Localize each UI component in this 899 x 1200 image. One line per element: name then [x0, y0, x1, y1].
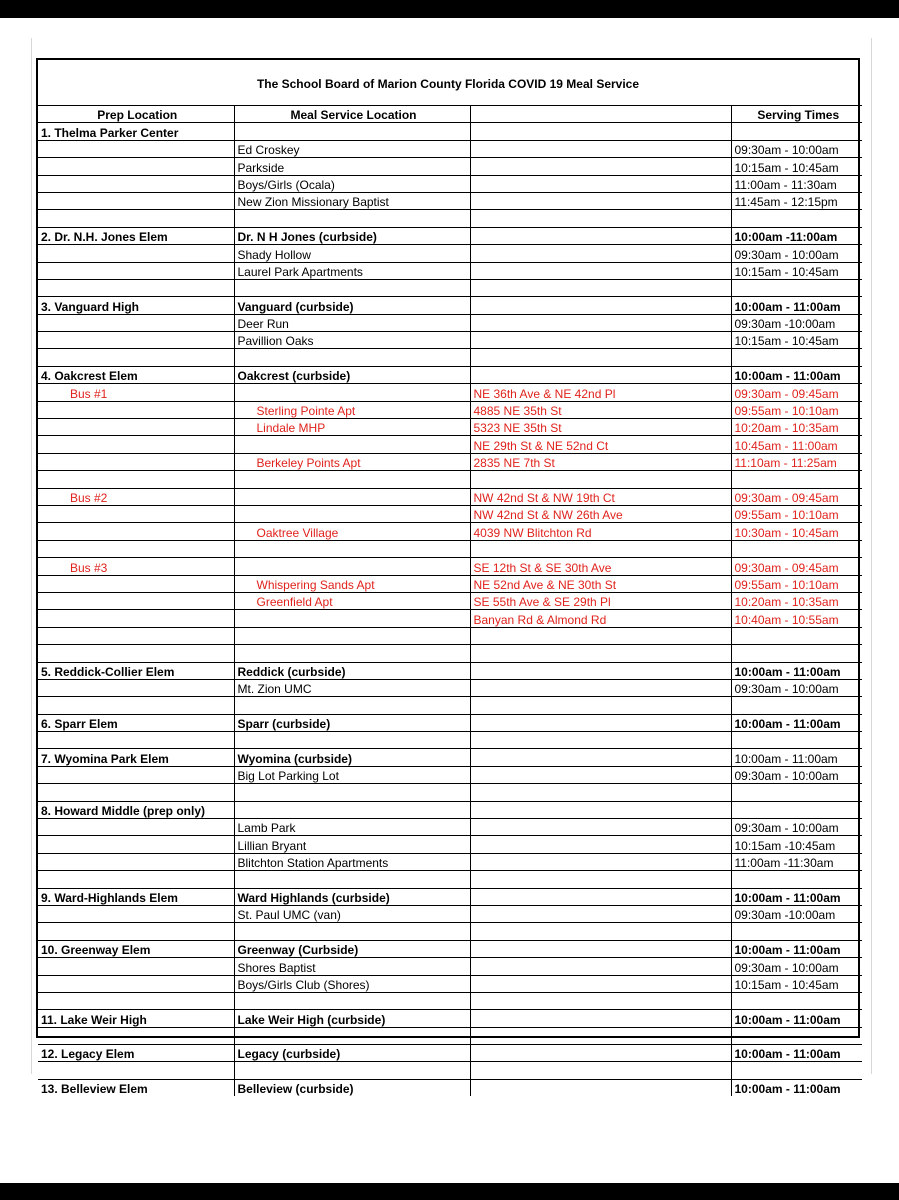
- serving-time-cell: [731, 349, 862, 366]
- prep-location-cell: [38, 140, 234, 157]
- meal-service-location-cell: [234, 627, 470, 644]
- prep-location-cell: [38, 453, 234, 470]
- meal-service-location-cell: [234, 123, 470, 140]
- prep-location-cell: 4. Oakcrest Elem: [38, 366, 234, 383]
- serving-time-cell: [731, 697, 862, 714]
- serving-time-cell: 09:30am - 09:45am: [731, 384, 862, 401]
- table-row: [38, 905, 862, 922]
- meal-service-location-cell: Sparr (curbside): [234, 714, 470, 731]
- address-cell: [470, 697, 731, 714]
- meal-service-location-cell: Sterling Pointe Apt: [234, 401, 470, 418]
- serving-time-cell: 10:40am - 10:55am: [731, 610, 862, 627]
- serving-time-cell: 11:45am - 12:15pm: [731, 192, 862, 209]
- prep-location-cell: [38, 540, 234, 557]
- prep-location-cell: [38, 1027, 234, 1044]
- meal-service-location-cell: Legacy (curbside): [234, 1045, 470, 1062]
- prep-location-cell: 6. Sparr Elem: [38, 714, 234, 731]
- serving-time-cell: 10:30am - 10:45am: [731, 523, 862, 540]
- serving-time-cell: [731, 923, 862, 940]
- address-cell: [470, 836, 731, 853]
- prep-location-cell: [38, 679, 234, 696]
- table-row: [38, 784, 862, 801]
- meal-service-location-cell: [234, 610, 470, 627]
- serving-time-cell: [731, 784, 862, 801]
- address-cell: NW 42nd St & NW 19th Ct: [470, 488, 731, 505]
- meal-service-location-cell: Greenway (Curbside): [234, 940, 470, 957]
- prep-location-cell: 7. Wyomina Park Elem: [38, 749, 234, 766]
- table-row: [38, 523, 862, 540]
- prep-location-cell: Bus #1: [38, 384, 234, 401]
- prep-location-cell: [38, 471, 234, 488]
- table-row: [38, 940, 862, 957]
- table-row: [38, 958, 862, 975]
- table-row: [38, 227, 862, 244]
- prep-location-cell: [38, 279, 234, 296]
- header-prep-location: Prep Location: [38, 106, 234, 123]
- prep-location-cell: [38, 958, 234, 975]
- meal-service-sheet: [36, 58, 860, 1097]
- header-serving-times: Serving Times: [731, 106, 862, 123]
- meal-service-location-cell: [234, 488, 470, 505]
- serving-time-cell: [731, 1027, 862, 1044]
- table-row: [38, 732, 862, 749]
- meal-service-location-cell: [234, 540, 470, 557]
- prep-location-cell: [38, 610, 234, 627]
- table-row: [38, 158, 862, 175]
- address-cell: [470, 784, 731, 801]
- address-cell: [470, 158, 731, 175]
- meal-service-location-cell: Vanguard (curbside): [234, 297, 470, 314]
- meal-service-location-cell: Berkeley Points Apt: [234, 453, 470, 470]
- table-row: [38, 505, 862, 522]
- prep-location-cell: [38, 697, 234, 714]
- table-row: [38, 1010, 862, 1027]
- address-cell: [470, 871, 731, 888]
- address-cell: [470, 1062, 731, 1079]
- serving-time-cell: 09:30am -10:00am: [731, 905, 862, 922]
- right-page-edge: [871, 38, 872, 1074]
- meal-service-location-cell: Reddick (curbside): [234, 662, 470, 679]
- header-address: [470, 106, 731, 123]
- prep-location-cell: [38, 210, 234, 227]
- meal-service-location-cell: Mt. Zion UMC: [234, 679, 470, 696]
- meal-service-location-cell: Oakcrest (curbside): [234, 366, 470, 383]
- prep-location-cell: 9. Ward-Highlands Elem: [38, 888, 234, 905]
- serving-time-cell: 10:15am - 10:45am: [731, 262, 862, 279]
- address-cell: [470, 227, 731, 244]
- meal-service-location-cell: [234, 732, 470, 749]
- table-row: [38, 471, 862, 488]
- serving-time-cell: [731, 1062, 862, 1079]
- table-row: [38, 888, 862, 905]
- table-row: [38, 210, 862, 227]
- prep-location-cell: Bus #3: [38, 558, 234, 575]
- address-cell: 4885 NE 35th St: [470, 401, 731, 418]
- meal-service-location-cell: [234, 505, 470, 522]
- meal-service-location-cell: St. Paul UMC (van): [234, 905, 470, 922]
- table-row: [38, 262, 862, 279]
- meal-service-location-cell: Ed Croskey: [234, 140, 470, 157]
- prep-location-cell: [38, 819, 234, 836]
- prep-location-cell: [38, 245, 234, 262]
- address-cell: [470, 1045, 731, 1062]
- prep-location-cell: [38, 853, 234, 870]
- address-cell: [470, 958, 731, 975]
- address-cell: [470, 801, 731, 818]
- address-cell: [470, 975, 731, 992]
- meal-service-location-cell: [234, 697, 470, 714]
- address-cell: [470, 332, 731, 349]
- table-row: [38, 679, 862, 696]
- address-cell: [470, 210, 731, 227]
- serving-time-cell: 09:30am - 09:45am: [731, 488, 862, 505]
- serving-time-cell: 10:45am - 11:00am: [731, 436, 862, 453]
- prep-location-cell: [38, 332, 234, 349]
- serving-time-cell: 10:00am - 11:00am: [731, 1045, 862, 1062]
- table-row: [38, 801, 862, 818]
- meal-service-location-cell: Whispering Sands Apt: [234, 575, 470, 592]
- serving-time-cell: 11:00am -11:30am: [731, 853, 862, 870]
- serving-time-cell: 09:30am - 10:00am: [731, 958, 862, 975]
- address-cell: [470, 732, 731, 749]
- serving-time-cell: 09:30am - 10:00am: [731, 766, 862, 783]
- prep-location-cell: [38, 766, 234, 783]
- address-cell: [470, 366, 731, 383]
- serving-time-cell: [731, 279, 862, 296]
- address-cell: [470, 279, 731, 296]
- header-row: [38, 106, 862, 123]
- serving-time-cell: 10:15am -10:45am: [731, 836, 862, 853]
- serving-time-cell: [731, 645, 862, 662]
- prep-location-cell: [38, 419, 234, 436]
- table-row: [38, 436, 862, 453]
- meal-service-location-cell: Greenfield Apt: [234, 592, 470, 609]
- serving-time-cell: 10:00am - 11:00am: [731, 714, 862, 731]
- table-row: [38, 384, 862, 401]
- serving-time-cell: [731, 992, 862, 1009]
- meal-service-location-cell: [234, 210, 470, 227]
- meal-service-location-cell: Shores Baptist: [234, 958, 470, 975]
- serving-time-cell: [731, 801, 862, 818]
- serving-time-cell: 09:30am - 10:00am: [731, 679, 862, 696]
- table-row: [38, 575, 862, 592]
- serving-time-cell: 10:00am - 11:00am: [731, 749, 862, 766]
- meal-service-location-cell: Laurel Park Apartments: [234, 262, 470, 279]
- prep-location-cell: [38, 992, 234, 1009]
- meal-service-location-cell: Lillian Bryant: [234, 836, 470, 853]
- address-cell: [470, 123, 731, 140]
- table-row: [38, 975, 862, 992]
- serving-time-cell: [731, 732, 862, 749]
- table-row: [38, 923, 862, 940]
- table-row: [38, 627, 862, 644]
- prep-location-cell: 1. Thelma Parker Center: [38, 123, 234, 140]
- table-row: [38, 540, 862, 557]
- serving-time-cell: [731, 540, 862, 557]
- prep-location-cell: [38, 871, 234, 888]
- address-cell: [470, 314, 731, 331]
- prep-location-cell: [38, 505, 234, 522]
- prep-location-cell: [38, 575, 234, 592]
- address-cell: [470, 1079, 731, 1096]
- serving-time-cell: [731, 471, 862, 488]
- serving-time-cell: 10:00am - 11:00am: [731, 297, 862, 314]
- serving-time-cell: 09:55am - 10:10am: [731, 505, 862, 522]
- address-cell: NE 36th Ave & NE 42nd Pl: [470, 384, 731, 401]
- address-cell: [470, 297, 731, 314]
- left-page-edge: [31, 38, 32, 1074]
- serving-time-cell: 11:10am - 11:25am: [731, 453, 862, 470]
- prep-location-cell: [38, 349, 234, 366]
- address-cell: [470, 749, 731, 766]
- serving-time-cell: 09:30am - 09:45am: [731, 558, 862, 575]
- meal-service-location-cell: [234, 1062, 470, 1079]
- address-cell: [470, 853, 731, 870]
- meal-service-location-cell: Shady Hollow: [234, 245, 470, 262]
- prep-location-cell: 2. Dr. N.H. Jones Elem: [38, 227, 234, 244]
- serving-time-cell: 09:30am - 10:00am: [731, 245, 862, 262]
- address-cell: [470, 175, 731, 192]
- table-row: [38, 332, 862, 349]
- prep-location-cell: [38, 836, 234, 853]
- meal-service-location-cell: Parkside: [234, 158, 470, 175]
- prep-location-cell: [38, 784, 234, 801]
- prep-location-cell: [38, 158, 234, 175]
- meal-service-location-cell: [234, 471, 470, 488]
- prep-location-cell: [38, 905, 234, 922]
- serving-time-cell: [731, 627, 862, 644]
- document-title: The School Board of Marion County Florida COVID 19 Meal Service: [256, 77, 640, 91]
- table-row: [38, 401, 862, 418]
- meal-service-location-cell: Lamb Park: [234, 819, 470, 836]
- prep-location-cell: [38, 975, 234, 992]
- meal-service-location-cell: Pavillion Oaks: [234, 332, 470, 349]
- address-cell: [470, 992, 731, 1009]
- address-cell: [470, 192, 731, 209]
- prep-location-cell: 10. Greenway Elem: [38, 940, 234, 957]
- meal-service-location-cell: Deer Run: [234, 314, 470, 331]
- address-cell: SE 55th Ave & SE 29th Pl: [470, 592, 731, 609]
- serving-time-cell: 10:15am - 10:45am: [731, 332, 862, 349]
- serving-time-cell: 10:00am - 11:00am: [731, 888, 862, 905]
- table-row: [38, 836, 862, 853]
- table-row: [38, 697, 862, 714]
- meal-service-table: [38, 105, 862, 1096]
- table-row: [38, 453, 862, 470]
- prep-location-cell: [38, 523, 234, 540]
- meal-service-location-cell: [234, 436, 470, 453]
- table-row: [38, 662, 862, 679]
- meal-service-location-cell: Lake Weir High (curbside): [234, 1010, 470, 1027]
- address-cell: [470, 645, 731, 662]
- address-cell: [470, 1027, 731, 1044]
- meal-service-location-cell: Lindale MHP: [234, 419, 470, 436]
- table-row: [38, 314, 862, 331]
- meal-service-location-cell: Wyomina (curbside): [234, 749, 470, 766]
- table-row: [38, 245, 862, 262]
- address-cell: [470, 262, 731, 279]
- serving-time-cell: 10:00am - 11:00am: [731, 1010, 862, 1027]
- serving-time-cell: 10:20am - 10:35am: [731, 592, 862, 609]
- address-cell: 2835 NE 7th St: [470, 453, 731, 470]
- address-cell: [470, 1010, 731, 1027]
- prep-location-cell: [38, 192, 234, 209]
- meal-service-location-cell: [234, 558, 470, 575]
- table-row: [38, 175, 862, 192]
- address-cell: NE 52nd Ave & NE 30th St: [470, 575, 731, 592]
- serving-time-cell: [731, 210, 862, 227]
- table-row: [38, 1079, 862, 1096]
- meal-service-location-cell: [234, 1027, 470, 1044]
- meal-service-location-cell: Big Lot Parking Lot: [234, 766, 470, 783]
- serving-time-cell: 09:30am - 10:00am: [731, 819, 862, 836]
- meal-service-location-cell: Ward Highlands (curbside): [234, 888, 470, 905]
- table-row: [38, 1045, 862, 1062]
- meal-service-location-cell: [234, 784, 470, 801]
- address-cell: [470, 540, 731, 557]
- serving-time-cell: 11:00am - 11:30am: [731, 175, 862, 192]
- table-row: [38, 488, 862, 505]
- prep-location-cell: [38, 1062, 234, 1079]
- table-row: [38, 366, 862, 383]
- prep-location-cell: [38, 627, 234, 644]
- table-row: [38, 419, 862, 436]
- prep-location-cell: [38, 592, 234, 609]
- prep-location-cell: 11. Lake Weir High: [38, 1010, 234, 1027]
- table-row: [38, 610, 862, 627]
- meal-service-location-cell: [234, 923, 470, 940]
- address-cell: [470, 140, 731, 157]
- address-cell: [470, 714, 731, 731]
- table-body: [38, 123, 862, 1096]
- serving-time-cell: [731, 871, 862, 888]
- bottom-black-bar: [0, 1183, 899, 1200]
- serving-time-cell: [731, 123, 862, 140]
- prep-location-cell: 8. Howard Middle (prep only): [38, 801, 234, 818]
- serving-time-cell: 10:00am - 11:00am: [731, 662, 862, 679]
- prep-location-cell: [38, 401, 234, 418]
- meal-service-location-cell: [234, 871, 470, 888]
- prep-location-cell: 13. Belleview Elem: [38, 1079, 234, 1096]
- table-row: [38, 819, 862, 836]
- prep-location-cell: [38, 175, 234, 192]
- table-row: [38, 592, 862, 609]
- address-cell: [470, 245, 731, 262]
- table-row: [38, 558, 862, 575]
- address-cell: NW 42nd St & NW 26th Ave: [470, 505, 731, 522]
- table-row: [38, 871, 862, 888]
- address-cell: [470, 923, 731, 940]
- top-black-bar: [0, 0, 899, 18]
- table-row: [38, 992, 862, 1009]
- prep-location-cell: 12. Legacy Elem: [38, 1045, 234, 1062]
- prep-location-cell: Bus #2: [38, 488, 234, 505]
- table-row: [38, 766, 862, 783]
- serving-time-cell: 09:30am - 10:00am: [731, 140, 862, 157]
- address-cell: [470, 888, 731, 905]
- prep-location-cell: [38, 262, 234, 279]
- prep-location-cell: [38, 436, 234, 453]
- meal-service-location-cell: New Zion Missionary Baptist: [234, 192, 470, 209]
- serving-time-cell: 10:00am - 11:00am: [731, 1079, 862, 1096]
- serving-time-cell: 10:20am - 10:35am: [731, 419, 862, 436]
- meal-service-location-cell: [234, 992, 470, 1009]
- address-cell: [470, 679, 731, 696]
- prep-location-cell: 3. Vanguard High: [38, 297, 234, 314]
- prep-location-cell: [38, 732, 234, 749]
- table-row: [38, 1027, 862, 1044]
- address-cell: [470, 905, 731, 922]
- table-row: [38, 279, 862, 296]
- serving-time-cell: 10:00am -11:00am: [731, 227, 862, 244]
- table-row: [38, 192, 862, 209]
- meal-service-location-cell: Belleview (curbside): [234, 1079, 470, 1096]
- meal-service-location-cell: [234, 801, 470, 818]
- address-cell: [470, 627, 731, 644]
- meal-service-location-cell: Boys/Girls (Ocala): [234, 175, 470, 192]
- table-row: [38, 349, 862, 366]
- table-row: [38, 645, 862, 662]
- meal-service-location-cell: [234, 279, 470, 296]
- meal-service-location-cell: Blitchton Station Apartments: [234, 853, 470, 870]
- serving-time-cell: 10:00am - 11:00am: [731, 366, 862, 383]
- address-cell: Banyan Rd & Almond Rd: [470, 610, 731, 627]
- meal-service-location-cell: [234, 645, 470, 662]
- meal-service-location-cell: [234, 349, 470, 366]
- serving-time-cell: 09:30am -10:00am: [731, 314, 862, 331]
- address-cell: SE 12th St & SE 30th Ave: [470, 558, 731, 575]
- prep-location-cell: [38, 923, 234, 940]
- prep-location-cell: 5. Reddick-Collier Elem: [38, 662, 234, 679]
- table-row: [38, 123, 862, 140]
- header-meal-service-location: Meal Service Location: [234, 106, 470, 123]
- table-row: [38, 853, 862, 870]
- prep-location-cell: [38, 314, 234, 331]
- address-cell: [470, 349, 731, 366]
- serving-time-cell: 09:55am - 10:10am: [731, 575, 862, 592]
- table-row: [38, 1062, 862, 1079]
- serving-time-cell: 10:15am - 10:45am: [731, 975, 862, 992]
- table-row: [38, 140, 862, 157]
- meal-service-location-cell: Oaktree Village: [234, 523, 470, 540]
- address-cell: 4039 NW Blitchton Rd: [470, 523, 731, 540]
- meal-service-location-cell: [234, 384, 470, 401]
- prep-location-cell: [38, 645, 234, 662]
- address-cell: NE 29th St & NE 52nd Ct: [470, 436, 731, 453]
- serving-time-cell: 10:15am - 10:45am: [731, 158, 862, 175]
- address-cell: 5323 NE 35th St: [470, 419, 731, 436]
- address-cell: [470, 819, 731, 836]
- meal-service-location-cell: Boys/Girls Club (Shores): [234, 975, 470, 992]
- serving-time-cell: 09:55am - 10:10am: [731, 401, 862, 418]
- table-row: [38, 749, 862, 766]
- table-row: [38, 714, 862, 731]
- address-cell: [470, 940, 731, 957]
- address-cell: [470, 662, 731, 679]
- serving-time-cell: 10:00am - 11:00am: [731, 940, 862, 957]
- meal-service-location-cell: Dr. N H Jones (curbside): [234, 227, 470, 244]
- address-cell: [470, 766, 731, 783]
- table-row: [38, 297, 862, 314]
- address-cell: [470, 471, 731, 488]
